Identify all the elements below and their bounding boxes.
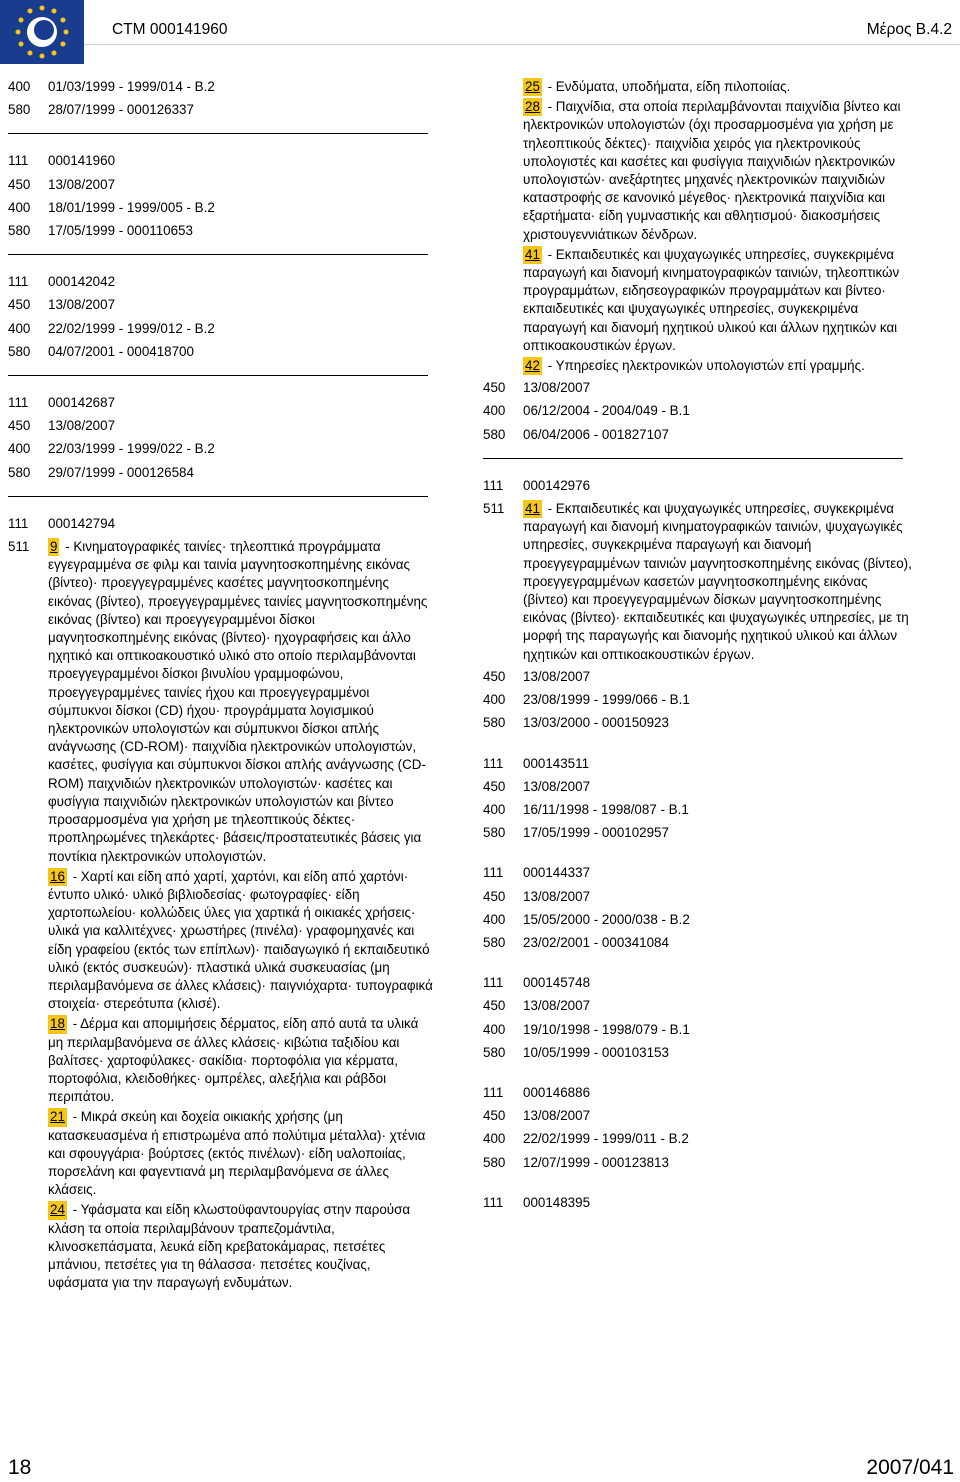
entry-value: 13/08/2007 xyxy=(523,778,591,794)
entry-divider xyxy=(8,375,428,376)
entry-value: 13/03/2000 - 000150923 xyxy=(523,715,669,731)
inid-code: 580 xyxy=(8,102,31,118)
class-number: 16 xyxy=(48,868,67,886)
entry-row xyxy=(8,222,433,240)
inid-code: 580 xyxy=(483,825,506,841)
entry-value: 13/08/2007 xyxy=(48,297,116,313)
class-item xyxy=(523,500,913,664)
class-text: - Υπηρεσίες ηλεκτρονικών υπολογιστών επί γραμμής. xyxy=(543,358,865,374)
entry-divider xyxy=(483,458,903,459)
entry-value: 29/07/1999 - 000126584 xyxy=(48,464,194,480)
entry-value: 13/08/2007 xyxy=(48,176,116,192)
inid-code: 511 xyxy=(483,501,505,517)
entry-row xyxy=(483,668,913,686)
entry-row xyxy=(483,911,913,929)
entry-value: 18/01/1999 - 1999/005 - B.2 xyxy=(48,199,215,215)
inid-code: 450 xyxy=(8,176,31,192)
entry-value: 000143511 xyxy=(523,755,590,771)
entry-value: 23/02/2001 - 000341084 xyxy=(523,934,669,950)
entry-value: 13/08/2007 xyxy=(523,668,591,684)
entry-row xyxy=(483,691,913,709)
entry-row xyxy=(8,464,433,482)
inid-code: 400 xyxy=(483,911,506,927)
entry-block xyxy=(8,394,433,482)
inid-code: 400 xyxy=(8,199,31,215)
inid-code: 400 xyxy=(483,1021,506,1037)
entry-value: 000148395 xyxy=(523,1194,591,1210)
class-number: 41 xyxy=(523,500,542,518)
entry-row xyxy=(483,477,913,495)
inid-code: 400 xyxy=(8,441,31,457)
entry-row xyxy=(8,199,433,217)
inid-code: 400 xyxy=(8,79,31,94)
goods-services xyxy=(483,500,913,664)
inid-code: 511 xyxy=(8,539,30,555)
entry-row xyxy=(8,320,433,338)
entry-value: 12/07/1999 - 000123813 xyxy=(523,1154,669,1170)
entry-block xyxy=(8,78,433,119)
entry-value: 06/12/2004 - 2004/049 - B.1 xyxy=(523,403,690,419)
entry-value: 19/10/1998 - 1998/079 - B.1 xyxy=(523,1021,690,1037)
entry-value: 22/02/1999 - 1999/011 - B.2 xyxy=(523,1131,689,1147)
entry-row xyxy=(483,801,913,819)
inid-code: 400 xyxy=(483,801,506,817)
inid-code: 400 xyxy=(8,320,31,336)
entry-block xyxy=(483,1084,913,1172)
entry-divider xyxy=(8,254,428,255)
entry-block xyxy=(483,477,913,733)
entry-value: 10/05/1999 - 000103153 xyxy=(523,1044,669,1060)
entry-row xyxy=(483,1130,913,1148)
inid-code: 450 xyxy=(8,297,31,313)
right-column xyxy=(483,78,913,1217)
entry-value: 22/02/1999 - 1999/012 - B.2 xyxy=(48,320,215,336)
class-number: 18 xyxy=(48,1015,67,1033)
entry-block xyxy=(8,273,433,361)
entry-row xyxy=(8,343,433,361)
inid-code: 111 xyxy=(8,274,29,290)
inid-code: 111 xyxy=(8,515,29,531)
inid-code: 400 xyxy=(483,403,506,419)
class-item xyxy=(48,1015,433,1106)
entry-row xyxy=(8,78,433,96)
class-text: - Εκπαιδευτικές και ψυχαγωγικές υπηρεσίες, συγκεκριμένα παραγωγή και διανομή κινηματογραφικών ταινιών, τηλεοπτικών προγραμμάτων, ειδησεογραφικών προγραμμάτων και βίντεο· εκπαιδευτικές και ψυχαγωγικές υπηρεσίες, συγκεκριμένα παραγωγή και διανομή ηχητικού υλικού και άλλων ηχητικών και οπτικοακουστικών έργων. xyxy=(523,246,900,353)
entry-row xyxy=(483,1154,913,1172)
eu-ohim-logo-icon xyxy=(0,0,84,64)
inid-code: 111 xyxy=(483,477,504,493)
inid-code: 580 xyxy=(8,223,31,239)
entry-value: 000142794 xyxy=(48,515,116,531)
inid-code: 580 xyxy=(483,934,506,950)
inid-code: 580 xyxy=(8,343,31,359)
entry-value: 13/08/2007 xyxy=(523,888,591,904)
class-item xyxy=(48,1201,433,1292)
entry-value: 000141960 xyxy=(48,153,116,169)
entry-row xyxy=(483,1194,913,1212)
inid-code: 450 xyxy=(8,418,31,434)
class-item xyxy=(48,1108,433,1199)
entry-block xyxy=(8,152,433,240)
class-text: - Δέρμα και απομιμήσεις δέρματος, είδη από αυτά τα υλικά μη περιλαμβανόμενα σε άλλες κλάσεις· κιβώτια ταξιδίου και βαλίτσες· χαρτοφύλακες· σακίδια· πορτοφόλια για κέρματα, πορτοφόλια, κλειδοθήκες· ομπρέλες, αλεξήλια και ράβδοι περιπάτου. xyxy=(48,1016,419,1105)
entry-value: 000145748 xyxy=(523,975,591,991)
entry-value: 17/05/1999 - 000110653 xyxy=(48,223,193,239)
class-item xyxy=(523,357,913,375)
class-item xyxy=(523,246,913,355)
class-number: 42 xyxy=(523,357,542,375)
entry-row xyxy=(8,176,433,194)
entry-value: 000142042 xyxy=(48,274,116,290)
entry-row xyxy=(483,997,913,1015)
entry-value: 13/08/2007 xyxy=(523,1108,591,1124)
entry-row xyxy=(483,1084,913,1102)
entry-value: 06/04/2006 - 001827107 xyxy=(523,426,669,442)
entry-block xyxy=(483,864,913,952)
class-item xyxy=(523,78,913,96)
entry-row xyxy=(483,1107,913,1125)
inid-code: 400 xyxy=(483,1131,506,1147)
class-text: - Παιχνίδια, στα οποία περιλαμβάνονται παιχνίδια βίντεο και ηλεκτρονικών υπολογιστών (όχι προσαρμοσμένα για χρήση με τηλεοπτικούς δέκτες)· παιχνίδια χειρός για ηλεκτρονικούς υπολογιστές και κασέτες και φυσίγγια παιχνιδιών ηλεκτρονικών υπολογιστών· ανεξάρτητες μηχανές ηλεκτρονικών παιχνιδιών καταστροφής σε κανονικό μέγεθος· ηλεκτρονικά παιχνίδια και εξαρτήματα· είδη γυμναστικής και αθλητισμού· διακοσμήσεις χριστουγεννιάτικων δένδρων. xyxy=(523,99,901,242)
issue-number: 2007/041 xyxy=(866,1456,954,1479)
class-text: - Ενδύματα, υποδήματα, είδη πιλοποιίας. xyxy=(543,79,791,94)
entry-divider xyxy=(8,133,428,134)
class-number: 24 xyxy=(48,1201,67,1219)
entry-row xyxy=(8,440,433,458)
inid-code: 580 xyxy=(8,464,31,480)
inid-code: 111 xyxy=(483,1084,504,1100)
class-item xyxy=(48,538,433,866)
inid-code: 580 xyxy=(483,1044,506,1060)
entry-row xyxy=(483,934,913,952)
entry-block xyxy=(8,515,433,1295)
page-header xyxy=(0,0,960,66)
inid-code: 111 xyxy=(483,975,504,991)
entry-row xyxy=(483,714,913,732)
class-text: - Χαρτί και είδη από χαρτί, χαρτόνι, και είδη από χαρτόνι· έντυπο υλικό· υλικό βιβλιοδεσίας· φωτογραφίες· είδη χαρτοπωλείου· κολλώδεις ύλες για χαρτικά ή οικιακές χρήσεις· υλικά για καλλιτέχνες· χρωστήρες (πινέλα)· γραφομηχανές και είδη γραφείου (εκτός των επίπλων)· παιδαγωγικό ή εκπαιδευτικό υλικό (εκτός συσκευών)· πλαστικά υλικά συσκευασίας (μη περιλαμβανόμενα σε άλλες κλάσεις)· παιγνιόχαρτα· τυπογραφικά στοιχεία· στερεότυπα (κλισέ). xyxy=(48,868,433,1012)
goods-services xyxy=(8,538,433,1294)
entry-value: 13/08/2007 xyxy=(523,998,591,1014)
inid-code: 400 xyxy=(483,692,506,708)
inid-code: 111 xyxy=(8,395,29,411)
entry-row xyxy=(8,101,433,119)
entry-row xyxy=(483,402,913,420)
entry-row xyxy=(483,974,913,992)
entry-row xyxy=(483,1044,913,1062)
entry-row xyxy=(8,515,433,533)
inid-code: 580 xyxy=(483,1154,506,1170)
class-number: 25 xyxy=(523,78,542,96)
entry-value: 13/08/2007 xyxy=(48,418,116,434)
class-item xyxy=(48,868,433,1014)
entry-value: 000146886 xyxy=(523,1084,591,1100)
class-text: - Υφάσματα και είδη κλωστοϋφαντουργίας στην παρούσα κλάση τα οποία περιλαμβάνουν τραπεζομάντιλα, κλινοσκεπάσματα, λευκά είδη κρεβατοκάμαρας, πετσέτες μπάνιου, πετσέτες για τη θάλασσα· πετσέτες κουζίνας, υφάσματα για την παραγωγή ενδυμάτων. xyxy=(48,1202,411,1291)
entry-row xyxy=(8,273,433,291)
inid-code: 111 xyxy=(483,755,504,771)
inid-code: 580 xyxy=(483,715,506,731)
entry-value: 22/03/1999 - 1999/022 - B.2 xyxy=(48,441,215,457)
entry-value: 16/11/1998 - 1998/087 - B.1 xyxy=(523,801,689,817)
class-text: - Κινηματογραφικές ταινίες· τηλεοπτικά προγράμματα εγγεγραμμένα σε φιλμ και ταινία μαγνητοσκοπημένης εικόνας (βίντεο)· προεγγεγραμμένες κασέτες μαγνητοσκοπημένης εικόνας (βίντεο), προεγγεγραμμένες ταινίες μαγνητοσκοπημένης εικόνας (βίντεο) και προεγγεγραμμένοι δίσκοι μαγνητοσκοπημένης εικόνας (βίντεο)· ηχογραφήσεις και άλλο ηχητικό και οπτικοακουστικό υλικό στο οποίο περιλαμβάνονται προεγγεγραμμένοι δίσκοι βινυλίου γραμμοφώνου, προεγγεγραμμένες ταινίες ήχου και προεγγεγραμμένοι σύμπυκνοι δίσκοι (CD) ήχου· προγράμματα λογισμικού ηλεκτρονικών υπολογιστών και σύμπυκνοι δίσκοι απλής ανάγνωσης (CD-ROM)· παιχνίδια ηλεκτρονικών υπολογιστών, κασέτες, φυσίγγια και σύμπυκνοι δίσκοι απλής ανάγνωσης (CD-ROM) παιχνιδιών ηλεκτρονικών υπολογιστών· κασέτες και φυσίγγια παιχνιδιών ηλεκτρονικών υπολογιστών και βίντεο προσαρμοσμένα για χρήση με τηλεοπτικούς δέκτες· προπληρωμένες τηλεκάρτες· βάσεις/προστατευτικές βάσεις για ποντίκια ηλεκτρονικών υπολογιστών. xyxy=(48,539,428,864)
entry-row xyxy=(8,417,433,435)
inid-code: 580 xyxy=(483,426,506,442)
entry-value: 13/08/2007 xyxy=(523,380,591,396)
entry-value: 17/05/1999 - 000102957 xyxy=(523,825,669,841)
class-number: 21 xyxy=(48,1108,67,1126)
inid-code: 111 xyxy=(483,1194,504,1210)
inid-code: 111 xyxy=(8,153,29,169)
entry-row xyxy=(483,824,913,842)
class-number: 41 xyxy=(523,246,542,264)
inid-code: 111 xyxy=(483,865,504,881)
entry-value: 000142687 xyxy=(48,395,116,411)
goods-services xyxy=(483,78,913,377)
entry-row xyxy=(483,778,913,796)
entry-block xyxy=(483,755,913,843)
page-number: 18 xyxy=(8,1456,32,1479)
left-column xyxy=(8,78,433,1294)
entry-value: 28/07/1999 - 000126337 xyxy=(48,102,194,118)
inid-code: 450 xyxy=(483,888,506,904)
inid-code: 450 xyxy=(483,380,506,396)
entry-row xyxy=(483,426,913,444)
entry-value: 000144337 xyxy=(523,865,591,881)
inid-code: 450 xyxy=(483,1108,506,1124)
entry-row xyxy=(8,152,433,170)
header-divider xyxy=(84,44,960,45)
entry-row xyxy=(8,296,433,314)
entry-row xyxy=(483,1021,913,1039)
entry-row xyxy=(483,864,913,882)
entry-value: 04/07/2001 - 000418700 xyxy=(48,343,194,359)
class-number: 28 xyxy=(523,98,542,116)
entry-value: 000142976 xyxy=(523,477,591,493)
class-text: - Εκπαιδευτικές και ψυχαγωγικές υπηρεσίες, συγκεκριμένα παραγωγή και διανομή κινηματογραφικών ταινιών, ψυχαγωγικές υπηρεσίες, συγκεκριμένα παραγωγή και διανομή προεγγεγραμμένων ταινιών μαγνητοσκοπημένης εικόνας (βίντεο), προεγγεγραμμένων κασετών μαγνητοσκοπημένης εικόνας (βίντεο) και προεγγεγραμμένων δίσκων μαγνητοσκοπημένης εικόνας (βίντεο)· εκπαιδευτικές και ψυχαγωγικές υπηρεσίες, με τη μορφή της παραγωγής και διανομής ηχητικού υλικού και άλλων ηχητικών και οπτικοακουστικών έργων. xyxy=(523,501,912,662)
inid-code: 450 xyxy=(483,778,506,794)
entry-value: 15/05/2000 - 2000/038 - B.2 xyxy=(523,911,690,927)
class-number: 9 xyxy=(48,538,59,556)
class-item xyxy=(523,98,913,244)
header-doc-id: CTM 000141960 xyxy=(112,21,228,38)
entry-row xyxy=(8,394,433,412)
entry-row xyxy=(483,379,913,397)
entry-value: 01/03/1999 - 1999/014 - B.2 xyxy=(48,79,215,94)
entry-divider xyxy=(8,496,428,497)
entry-block xyxy=(483,974,913,1062)
inid-code: 450 xyxy=(483,998,506,1014)
inid-code: 450 xyxy=(483,668,506,684)
entry-value: 23/08/1999 - 1999/066 - B.1 xyxy=(523,692,690,708)
entry-row xyxy=(483,755,913,773)
header-section: Μέρος Β.4.2 xyxy=(866,21,952,38)
class-text: - Μικρά σκεύη και δοχεία οικιακής χρήσης (μη κατασκευασμένα ή επιστρωμένα από πολύτιμα μέταλλα)· χτένια και σφουγγάρια· βούρτσες (εκτός πινέλων)· είδη υαλοποιίας, πορσελάνη και φαγεντιανά μη περιλαμβανόμενα σε άλλες κλάσεις. xyxy=(48,1109,426,1198)
entry-row xyxy=(483,888,913,906)
